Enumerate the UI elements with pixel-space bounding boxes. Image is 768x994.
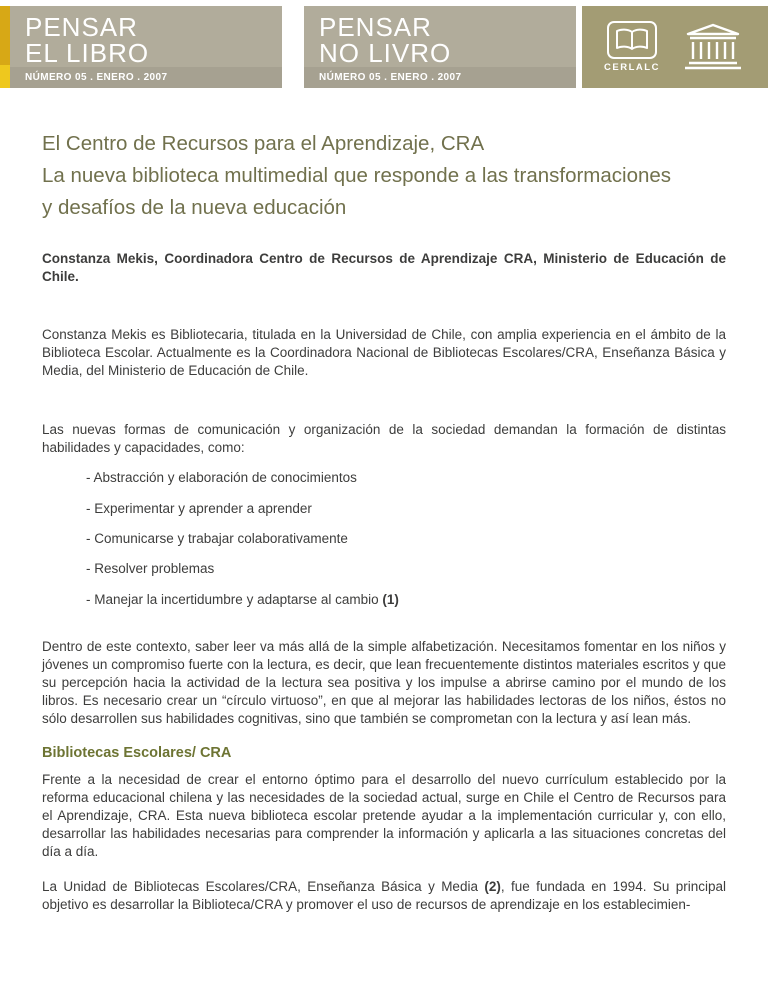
frente-paragraph: Frente a la necesidad de crear el entorno óptimo para el desarrollo del nuevo currículum establecido por la reforma educacional chilena y las necesidades de la sociedad actual, surge en Chile el Centro de Recursos para el Aprendizaje, CRA. Esta nueva biblioteca escolar pretende ayudar a la implementación curricular y, con ello, desarrollar las habilidades necesarias para comprender la información y aplicarla a las situaciones concretas del día a día. — [42, 772, 726, 859]
banner-right-line2: NO LIVRO — [319, 38, 452, 68]
section-heading: Bibliotecas Escolares/ CRA — [42, 745, 232, 762]
accent-stripe — [0, 6, 10, 88]
unidad-text-pre: La Unidad de Bibliotecas Escolares/CRA, Enseñanza Básica y Media — [42, 879, 485, 895]
masthead — [0, 6, 768, 88]
article-title — [42, 128, 726, 224]
footnote-ref-2: (2) — [484, 879, 501, 895]
list-item-text: - Manejar la incertidumbre y adaptarse al cambio — [86, 591, 383, 607]
skills-list — [42, 469, 726, 608]
author-line: Constanza Mekis, Coordinadora Centro de Recursos de Aprendizaje CRA, Ministerio de Educación de Chile. — [42, 251, 726, 284]
article-title-line2: La nueva biblioteca multimedial que responde a las transformaciones — [42, 164, 672, 187]
banner-right-title — [304, 6, 576, 67]
list-item: - Abstracción y elaboración de conocimientos — [86, 470, 357, 486]
unidad-text-post: , fue fundada en 1994. Su principal objetivo es desarrollar la Biblioteca/CRA y promover el uso de recursos de aprendizaje en los establecimien- — [42, 879, 726, 913]
banner-right-issue: NÚMERO 05 . ENERO . 2007 — [304, 67, 576, 88]
list-item: - Experimentar y aprender a aprender — [86, 500, 312, 516]
intro-paragraph: Las nuevas formas de comunicación y organización de la sociedad demandan la formación de distintas habilidades y capacidades, como: — [42, 422, 726, 456]
footnote-ref-1: (1) — [382, 591, 399, 607]
logo-block — [582, 6, 768, 88]
list-item: - Resolver problemas — [86, 561, 215, 577]
banner-pensar-no-livro — [304, 6, 576, 88]
banner-right-line1: PENSAR — [319, 12, 432, 42]
banner-left-title — [10, 6, 282, 67]
book-icon — [615, 28, 649, 52]
context-paragraph: Dentro de este contexto, saber leer va más allá de la simple alfabetización. Necesitamos fomentar en los niños y jóvenes un compromiso fuerte con la lectura, es decir, que lean frecuentemente distintos materiales escritos y que su percepción hacia la actividad de la lectura sea positiva y los impulse a abrirse camino por el mundo de los libros. Es necesario crear un “círculo virtuoso”, en que al mejorar las habilidades lectoras de los niños, éstos no sólo desarrollen sus habilidades cognitivas, sino que también se comprometan con la lectura y así lean más. — [42, 639, 726, 726]
banner-pensar-el-libro — [10, 6, 282, 88]
list-item: - Comunicarse y trabajar colaborativamente — [86, 531, 348, 547]
banner-left-line2: EL LIBRO — [25, 38, 150, 68]
banner-left-line1: PENSAR — [25, 12, 138, 42]
list-item — [42, 591, 726, 609]
cerlalc-logo-frame — [607, 21, 657, 59]
article-content — [0, 128, 768, 914]
unidad-paragraph — [42, 878, 726, 914]
author-bio-paragraph: Constanza Mekis es Bibliotecaria, titulada en la Universidad de Chile, con amplia experiencia en el ámbito de la Biblioteca Escolar. Actualmente es la Coordinadora Nacional de Bibliotecas Escolares/CRA, Enseñanza Básica y Media, del Ministerio de Educación de Chile. — [42, 327, 726, 378]
cerlalc-logo — [604, 21, 660, 73]
article-title-line3: y desafíos de la nueva educación — [42, 196, 347, 219]
article-title-line1: El Centro de Recursos para el Aprendizaje, CRA — [42, 132, 485, 155]
cerlalc-logo-text: CERLALC — [604, 62, 660, 73]
banner-left-issue: NÚMERO 05 . ENERO . 2007 — [10, 67, 282, 88]
unesco-temple-icon — [680, 23, 746, 71]
